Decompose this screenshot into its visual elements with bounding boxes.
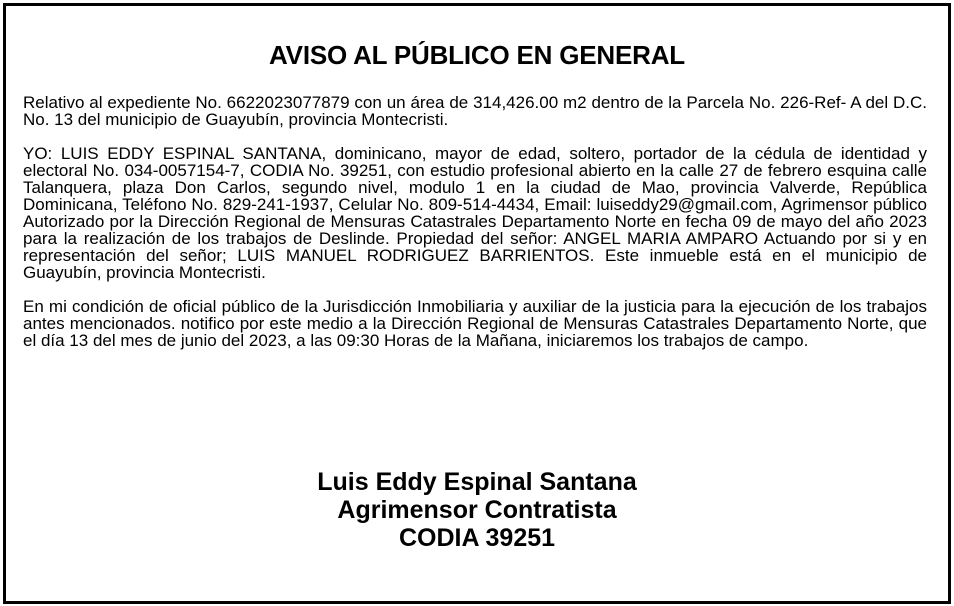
signature-name: Luis Eddy Espinal Santana (317, 468, 637, 496)
paragraph-declaracion: YO: LUIS EDDY ESPINAL SANTANA, dominicano, mayor de edad, soltero, portador de la cédula de identidad y electoral No. 034-0057154-7, CODIA No. 39251, con estudio profesional abierto en la calle 27 de febrero esquina calle Talanquera, plaza Don Carlos, segundo nivel, modulo 1 en la ciudad de Mao, provincia Valverde, República Dominicana, Teléfono No. 829-241-1937, Celular No. 809-514-4434, Email: luiseddy29@gmail.com, Agrimensor público Autorizado por la Dirección Regional de Mensuras Catastrales Departamento Norte en fecha 09 de mayo del año 2023 para la realización de los trabajos de Deslinde. Propiedad del señor: ANGEL MARIA AMPARO Actuando por si y en representación del señor; LUIS MANUEL RODRIGUEZ BARRIENTOS. Este inmueble está en el municipio de Guayubín, provincia Montecristi. (23, 144, 927, 282)
notice-frame (3, 3, 951, 604)
signature-role: Agrimensor Contratista (337, 496, 617, 524)
paragraph-expediente: Relativo al expediente No. 6622023077879 con un área de 314,426.00 m2 dentro de la Parcela No. 226-Ref- A del D.C. No. 13 del municipio de Guayubín, provincia Montecristi. (23, 93, 927, 129)
signature-codia: CODIA 39251 (398, 524, 556, 552)
notice-body (23, 94, 927, 366)
paragraph-notificacion: En mi condición de oficial público de la Jurisdicción Inmobiliaria y auxiliar de la justicia para la ejecución de los trabajos antes mencionados. notifico por este medio a la Dirección Regional de Mensuras Catastrales Departamento Norte, que el día 13 del mes de junio del 2023, a las 09:30 Horas de la Mañana, iniciaremos los trabajos de campo. (23, 297, 927, 350)
signature-block (6, 468, 948, 552)
notice-title: AVISO AL PÚBLICO EN GENERAL (269, 40, 685, 70)
